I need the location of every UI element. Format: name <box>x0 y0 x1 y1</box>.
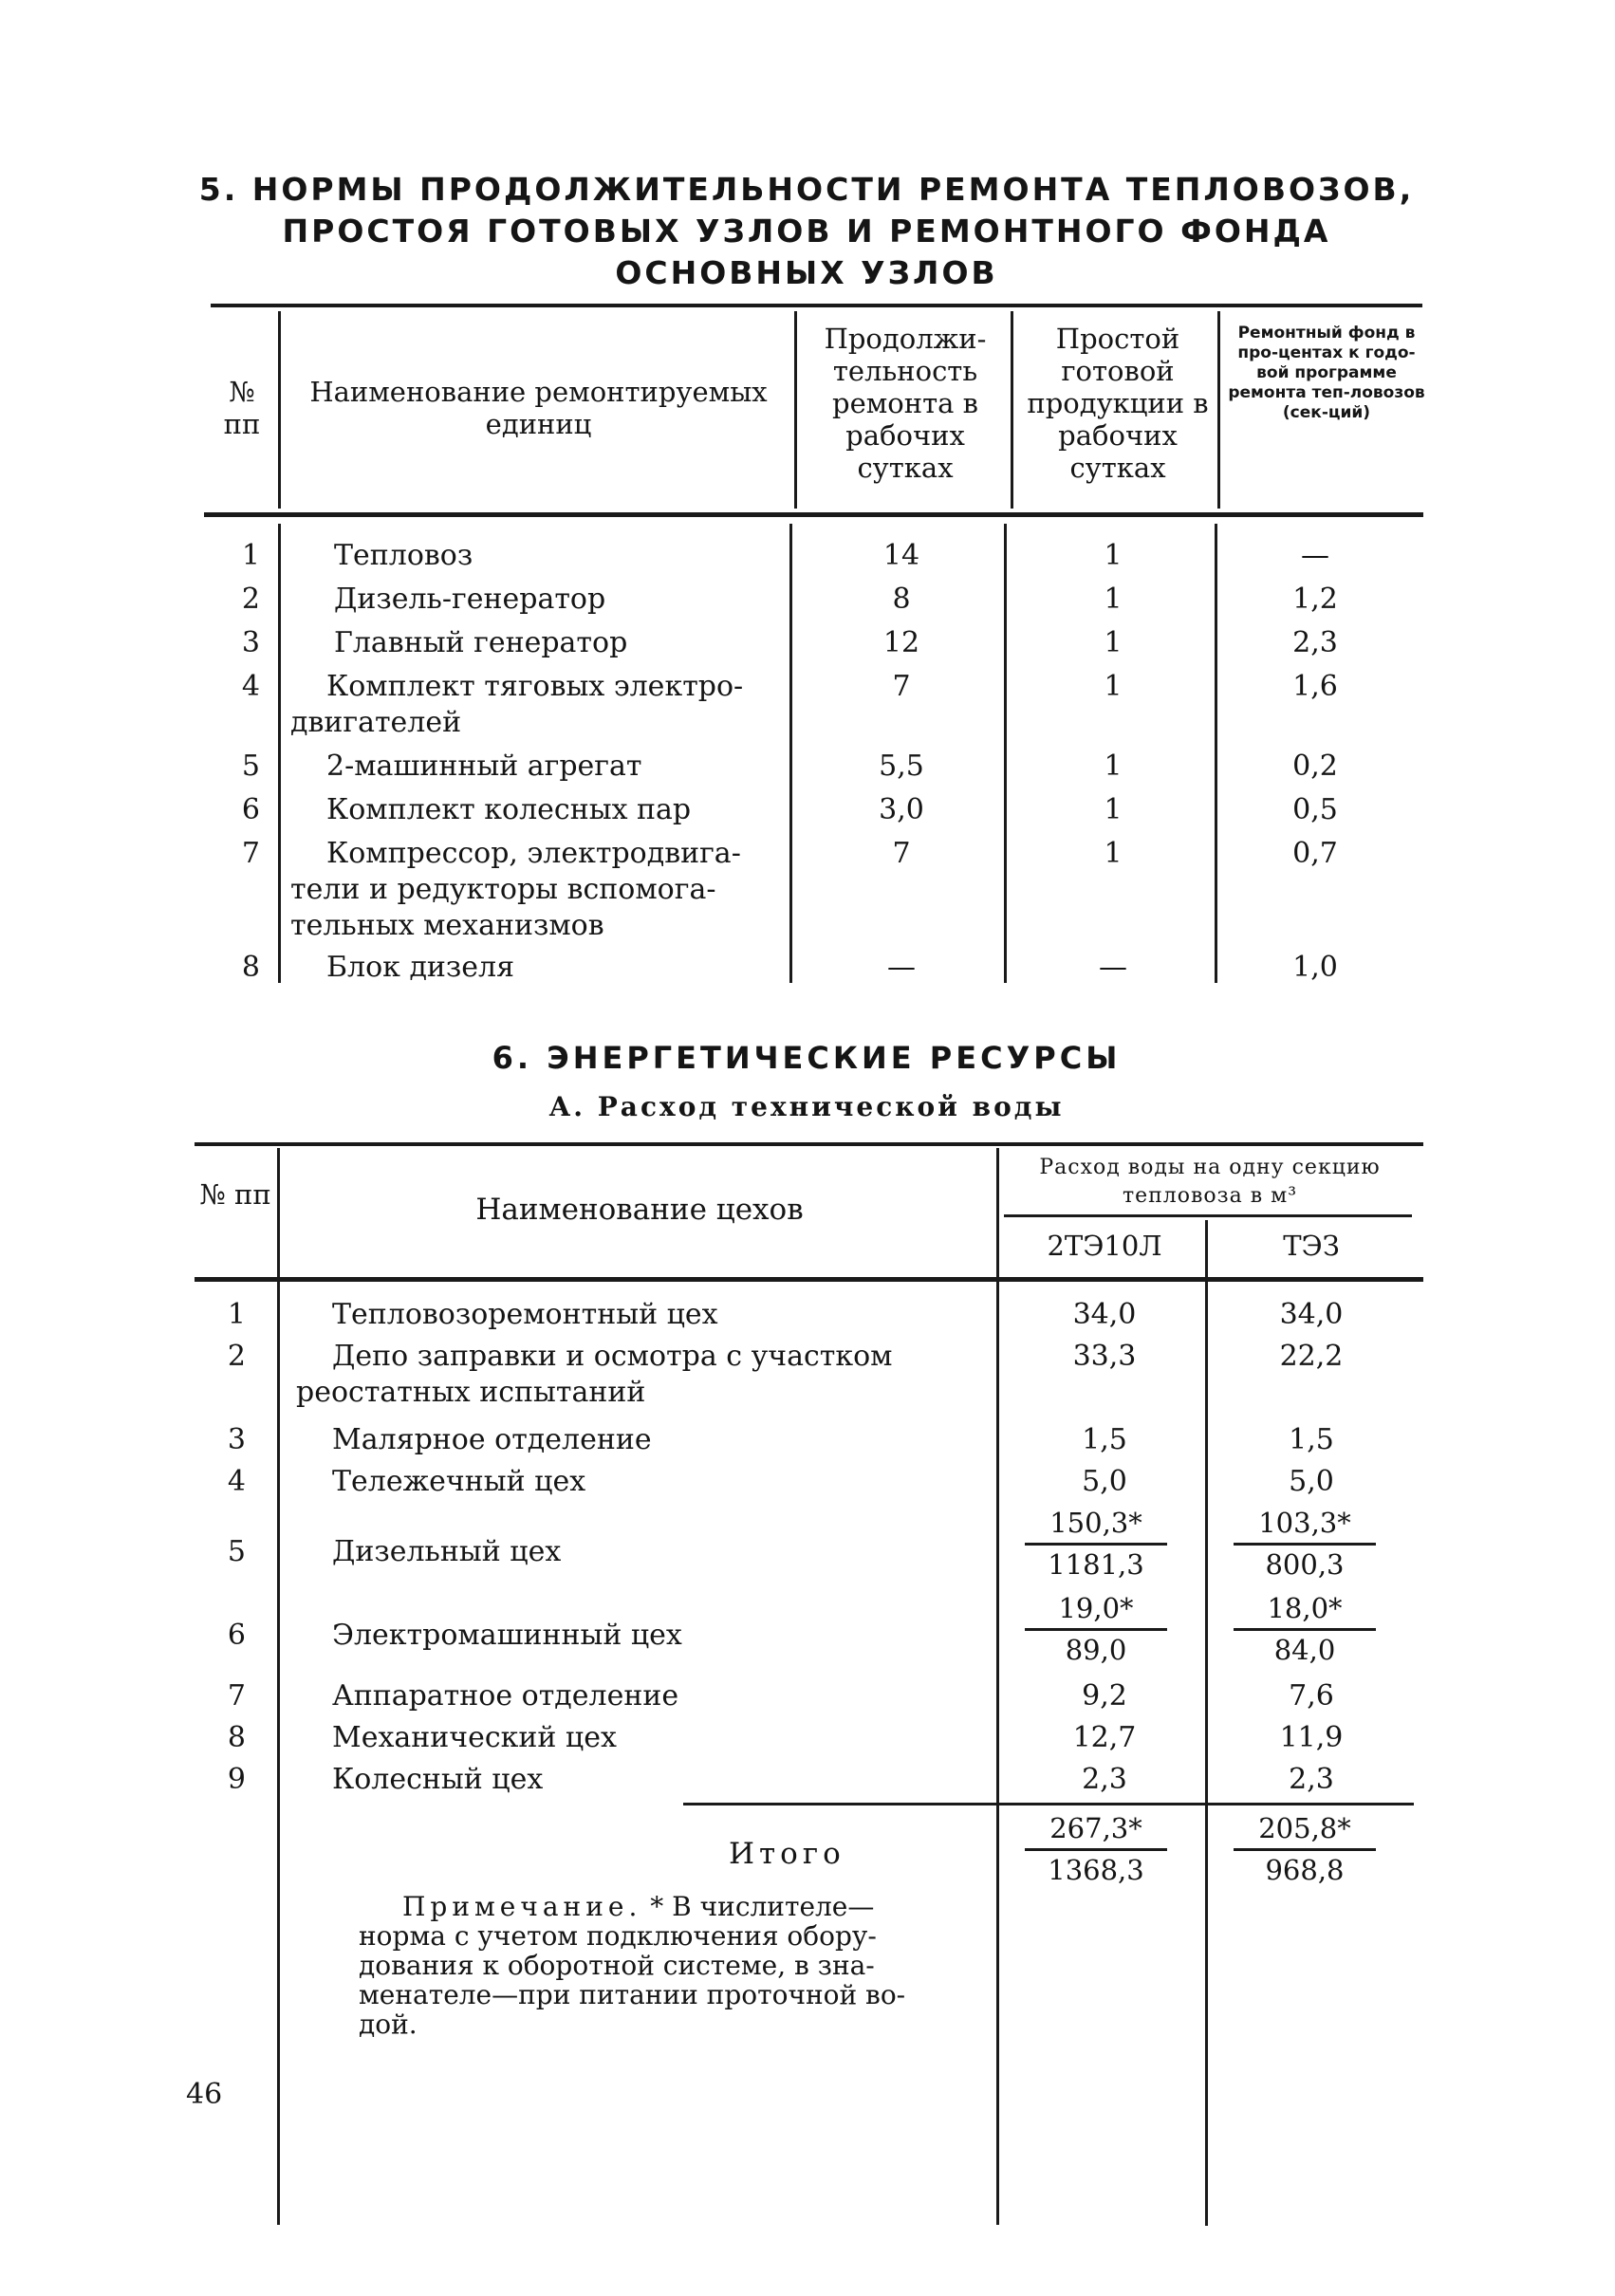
row-fund: 0,5 <box>1292 793 1338 826</box>
row-duration: 12 <box>882 626 920 659</box>
row-name: 2-машинный агрегат <box>326 750 642 783</box>
footnote-text: * В числителе— <box>650 1891 875 1922</box>
row-num: 9 <box>227 1763 246 1796</box>
row-num: 3 <box>241 626 260 659</box>
row-idle: 1 <box>1104 793 1123 826</box>
fraction-numerator: 267,3* <box>1049 1812 1142 1844</box>
header-2te10l: 2ТЭ10Л <box>1047 1230 1162 1262</box>
row-value-2te10l: 1,5 <box>1082 1423 1127 1456</box>
row-value-te3: 34,0 <box>1279 1298 1344 1331</box>
header-num: № пп <box>199 1178 271 1211</box>
row-num: 6 <box>241 793 260 826</box>
row-num: 8 <box>241 951 260 984</box>
header-num: № пп <box>223 376 261 440</box>
row-fund: 1,6 <box>1292 670 1338 703</box>
header-name-line: Наименование ремонтируемых <box>309 376 768 408</box>
row-num: 8 <box>227 1721 246 1754</box>
row-num: 5 <box>241 750 260 783</box>
row-name-line: Депо заправки и осмотра с участком <box>332 1340 893 1373</box>
header-name-line: единиц <box>485 408 592 440</box>
row-idle: 1 <box>1104 670 1123 703</box>
row-fund: 0,2 <box>1292 750 1338 783</box>
row-name-line: Комплект тяговых электро- <box>326 670 744 703</box>
row-name: Колесный цех <box>332 1763 544 1796</box>
row-name-line: тели и редукторы вспомога- <box>290 873 716 906</box>
row-name: Главный генератор <box>334 626 628 659</box>
row-fund: — <box>1301 539 1329 572</box>
header-name: Наименование цехов <box>475 1193 804 1227</box>
header-te3: ТЭЗ <box>1283 1230 1340 1262</box>
footnote-line: менателе—при питании проточной во- <box>359 1979 906 2010</box>
header-group-line: Расход воды на одну секцию <box>1039 1156 1381 1179</box>
fraction-denominator: 1368,3 <box>1048 1854 1144 1886</box>
row-num: 7 <box>241 837 260 870</box>
row-value-2te10l: 5,0 <box>1082 1465 1127 1498</box>
row-name: Блок дизеля <box>326 951 515 984</box>
row-num: 7 <box>227 1679 246 1713</box>
column-divider <box>794 311 797 509</box>
column-divider <box>277 1148 280 2225</box>
row-idle: 1 <box>1104 750 1123 783</box>
section5-title-line: 5. НОРМЫ ПРОДОЛЖИТЕЛЬНОСТИ РЕМОНТА ТЕПЛОВОЗОВ, <box>198 171 1415 208</box>
page-number: 46 <box>186 2078 223 2111</box>
row-name: Комплект колесных пар <box>326 793 692 826</box>
column-divider <box>1011 311 1013 509</box>
row-num: 4 <box>241 670 260 703</box>
row-num: 6 <box>227 1619 246 1652</box>
row-num: 1 <box>227 1298 246 1331</box>
row-value-2te10l: 2,3 <box>1082 1763 1127 1796</box>
footnote-label: Примечание. <box>402 1891 642 1922</box>
header-name <box>285 376 792 440</box>
row-name: Механический цех <box>332 1721 617 1754</box>
row-name-line: реостатных испытаний <box>296 1376 646 1409</box>
row-num: 4 <box>227 1465 246 1498</box>
row-value-te3: 7,6 <box>1289 1679 1334 1713</box>
table-header-rule <box>204 512 1423 517</box>
fraction-numerator: 150,3* <box>1049 1507 1142 1539</box>
header-duration: Продолжи-тельность ремонта в рабочих сутках <box>824 323 987 484</box>
row-idle: 1 <box>1104 539 1123 572</box>
row-duration: 7 <box>892 837 911 870</box>
total-rule <box>683 1803 1414 1805</box>
row-idle: 1 <box>1104 626 1123 659</box>
row-fund: 0,7 <box>1292 837 1338 870</box>
footnote <box>359 1892 990 2039</box>
row-value-te3: 1,5 <box>1289 1423 1334 1456</box>
footnote-line <box>359 1892 990 1921</box>
row-fund: 1,2 <box>1292 583 1338 616</box>
header-group-line: тепловоза в м³ <box>1122 1184 1298 1208</box>
fraction-bar <box>1234 1543 1376 1546</box>
header-group <box>1006 1154 1414 1211</box>
fraction-bar <box>1234 1848 1376 1851</box>
table-top-rule <box>195 1142 1423 1146</box>
row-name: Дизельный цех <box>332 1535 562 1568</box>
column-divider <box>1205 1220 1208 2226</box>
row-duration: 8 <box>892 583 911 616</box>
row-value-2te10l: 9,2 <box>1082 1679 1127 1713</box>
header-idle: Простой готовой продукции в рабочих сутках <box>1027 323 1209 484</box>
row-name: Тепловоз <box>334 539 473 572</box>
fraction-bar <box>1025 1848 1167 1851</box>
fraction-denominator: 968,8 <box>1265 1854 1345 1886</box>
row-name: Дизель-генератор <box>334 583 606 616</box>
fraction-denominator: 89,0 <box>1065 1634 1127 1666</box>
row-value-te3: 22,2 <box>1279 1340 1344 1373</box>
fraction-numerator: 103,3* <box>1258 1507 1351 1539</box>
row-value-2te10l: 12,7 <box>1072 1721 1137 1754</box>
group-header-rule <box>1004 1214 1412 1217</box>
row-fund: 2,3 <box>1292 626 1338 659</box>
row-num: 2 <box>241 583 260 616</box>
fraction-numerator: 19,0* <box>1058 1592 1134 1624</box>
row-name-line: тельных механизмов <box>290 909 604 942</box>
row-value-2te10l: 33,3 <box>1072 1340 1137 1373</box>
table-top-rule <box>211 304 1422 307</box>
header-fund: Ремонтный фонд в про-центах к годо-вой программе ремонта теп-ловозов (сек-ций) <box>1228 324 1425 422</box>
row-name: Малярное отделение <box>332 1423 652 1456</box>
fraction-denominator: 1181,3 <box>1048 1548 1144 1581</box>
row-fund: 1,0 <box>1292 951 1338 984</box>
section6-subtitle: А. Расход технической воды <box>548 1091 1065 1122</box>
column-divider <box>278 311 281 509</box>
fraction-bar <box>1025 1543 1167 1546</box>
section6-title: 6. ЭНЕРГЕТИЧЕСКИЕ РЕСУРСЫ <box>492 1040 1122 1076</box>
row-num: 1 <box>241 539 260 572</box>
section5-title-line: ПРОСТОЯ ГОТОВЫХ УЗЛОВ И РЕМОНТНОГО ФОНДА <box>282 213 1331 250</box>
fraction-numerator: 205,8* <box>1258 1812 1351 1844</box>
row-idle: — <box>1099 951 1127 984</box>
row-duration: — <box>887 951 916 984</box>
fraction-bar <box>1025 1628 1167 1631</box>
row-idle: 1 <box>1104 837 1123 870</box>
table-header-rule <box>195 1277 1423 1282</box>
section5-title <box>190 169 1423 294</box>
fraction-numerator: 18,0* <box>1267 1592 1343 1624</box>
column-divider <box>1217 311 1220 509</box>
row-duration: 7 <box>892 670 911 703</box>
fraction-denominator: 84,0 <box>1273 1634 1336 1666</box>
column-divider <box>996 1148 999 2225</box>
row-name-line: двигателей <box>290 706 462 739</box>
row-name: Электромашинный цех <box>332 1619 682 1652</box>
row-num: 5 <box>227 1535 246 1568</box>
row-value-te3: 11,9 <box>1279 1721 1344 1754</box>
row-value-te3: 2,3 <box>1289 1763 1334 1796</box>
footnote-line: дования к оборотной системе, в зна- <box>359 1950 875 1981</box>
fraction-denominator: 800,3 <box>1265 1548 1345 1581</box>
footnote-line: дой. <box>359 2009 418 2040</box>
row-duration: 14 <box>882 539 920 572</box>
row-name-line: Компрессор, электродвига- <box>326 837 741 870</box>
footnote-line: норма с учетом подключения обору- <box>359 1920 877 1952</box>
row-name: Тележечный цех <box>332 1465 586 1498</box>
column-divider <box>278 524 281 983</box>
row-duration: 5,5 <box>879 750 924 783</box>
row-value-te3: 5,0 <box>1289 1465 1334 1498</box>
row-num: 3 <box>227 1423 246 1456</box>
row-name: Тепловозоремонтный цех <box>332 1298 718 1331</box>
section5-title-line: ОСНОВНЫХ УЗЛОВ <box>615 254 998 291</box>
total-label: Итого <box>729 1837 845 1871</box>
row-idle: 1 <box>1104 583 1123 616</box>
fraction-bar <box>1234 1628 1376 1631</box>
row-duration: 3,0 <box>879 793 924 826</box>
row-value-2te10l: 34,0 <box>1072 1298 1137 1331</box>
row-name: Аппаратное отделение <box>332 1679 679 1713</box>
row-num: 2 <box>227 1340 246 1373</box>
